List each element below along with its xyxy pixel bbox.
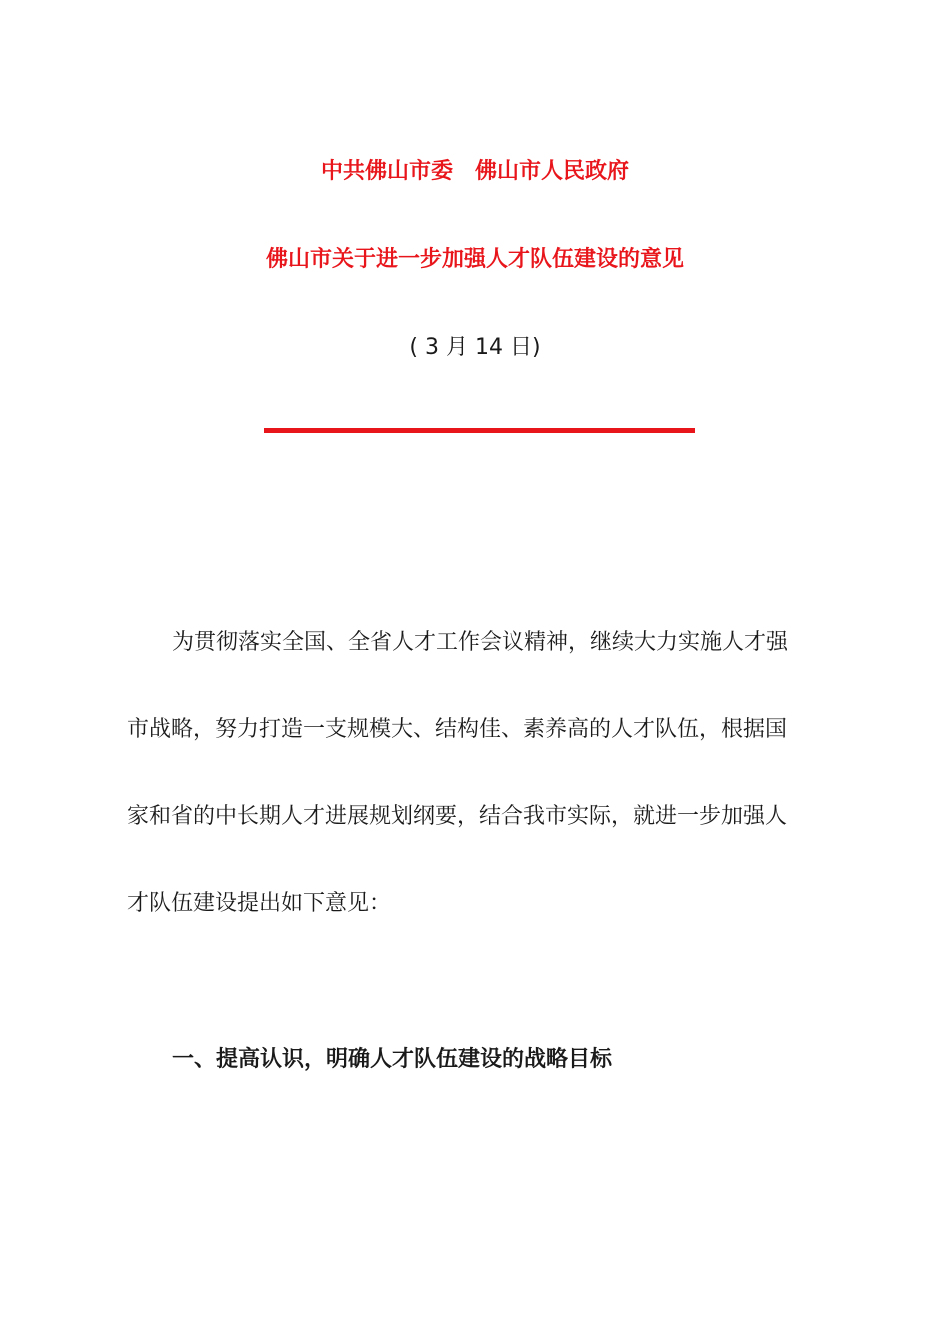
section-heading-1: 一、提高认识，明确人才队伍建设的战略目标 — [172, 1047, 613, 1072]
paragraph-line: 为贯彻落实全国、全省人才工作会议精神，继续大力实施人才强 — [172, 630, 789, 655]
issuer-party-committee: 中共佛山市委 — [320, 159, 453, 184]
intro-paragraph — [127, 599, 827, 947]
paragraph-line: 市战略，努力打造一支规模大、结构佳、素养高的人才队伍，根据国 — [127, 717, 788, 742]
red-divider-rule — [264, 428, 695, 433]
issuer-line — [0, 157, 950, 187]
paragraph-line: 才队伍建设提出如下意见： — [127, 891, 392, 916]
document-title: 佛山市关于进一步加强人才队伍建设的意见 — [265, 247, 684, 272]
paragraph-line: 家和省的中长期人才进展规划纲要，结合我市实际，就进一步加强人 — [127, 804, 788, 829]
document-date: ( 3 月 14 日) — [409, 335, 541, 360]
issuer-government: 佛山市人民政府 — [475, 159, 630, 184]
